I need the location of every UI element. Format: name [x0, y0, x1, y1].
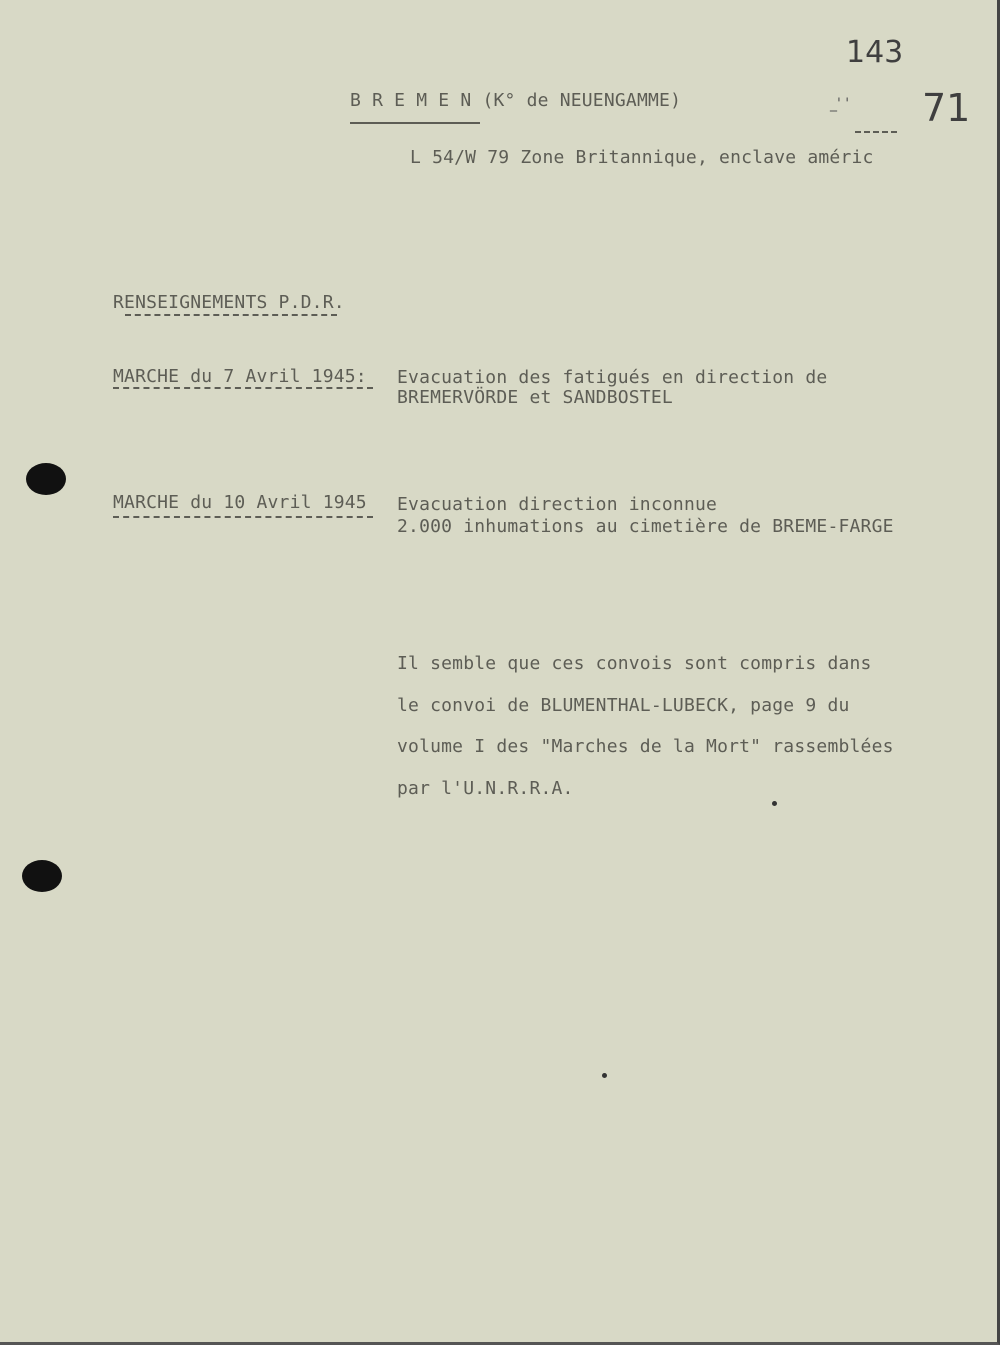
entry-line: 2.000 inhumations au cimetière de BREME-FARGE [397, 516, 894, 537]
note-line: le convoi de BLUMENTHAL-LUBECK, page 9 du [397, 695, 850, 716]
entry-label-underline [113, 387, 373, 389]
punch-hole-top [26, 463, 66, 495]
entry-line: BREMERVÖRDE et SANDBOSTEL [397, 387, 673, 408]
page-number-underline [855, 131, 897, 133]
section-title: RENSEIGNEMENTS P.D.R. [113, 292, 345, 313]
entry-label: MARCHE du 7 Avril 1945: [113, 366, 367, 387]
handwritten-top-number: 143 [846, 35, 904, 70]
entry-line: Evacuation des fatigués en direction de [397, 367, 828, 388]
stray-dot [772, 801, 777, 806]
note-line: Il semble que ces convois sont compris dans [397, 653, 872, 674]
handwritten-page-number: 71 [922, 86, 971, 130]
header-reference: L 54/W 79 Zone Britannique, enclave améric [410, 147, 874, 168]
entry-label: MARCHE du 10 Avril 1945 [113, 492, 367, 513]
entry-line: Evacuation direction inconnue [397, 494, 718, 515]
stray-dot [602, 1073, 607, 1078]
section-title-underline [125, 314, 337, 316]
note-line: par l'U.N.R.R.A. [397, 778, 574, 799]
entry-label-underline [113, 516, 373, 518]
note-line: volume I des "Marches de la Mort" rassemblées [397, 736, 894, 757]
punch-hole-bottom [22, 860, 62, 892]
small-mark: _' ' [830, 96, 850, 112]
header-title-underline [350, 122, 480, 124]
header-title: B R E M E N (K° de NEUENGAMME) [350, 90, 682, 111]
